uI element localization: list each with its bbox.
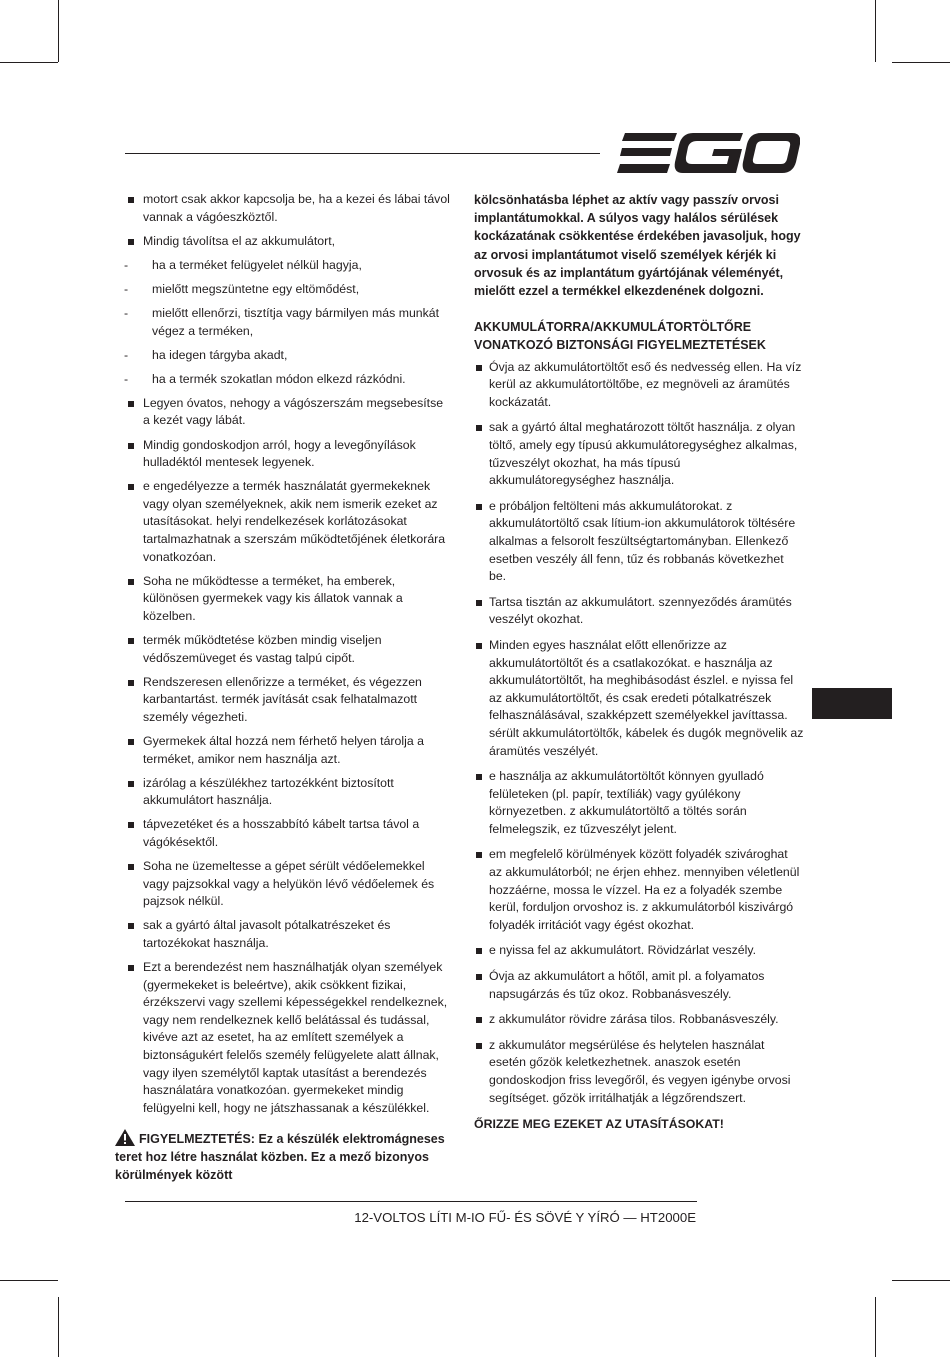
list-item — [474, 1037, 804, 1107]
bullet-square — [128, 197, 134, 203]
item-text: izárólag a készülékhez tartozékként biztosított akkumulátort használja. — [143, 775, 394, 808]
list-item — [115, 233, 450, 251]
warning-continuation: kölcsönhatásba léphet az aktív vagy passzív orvosi implantátumokkal. A súlyos vagy halálos sérülések kockázatának csökkentése érdekében javasoljuk, hogy az orvosi implantátumot viselő személyek kérjék ki orvosuk és az implantátum gyártójának véleményét, mielőtt ezzel a termékkel elkezdenének dolgozni. — [474, 193, 801, 299]
crop-mark — [892, 62, 950, 63]
final-heading: ŐRIZZE MEG EZEKET AZ UTASÍTÁSOKAT! — [474, 1117, 724, 1132]
list-subitem — [115, 257, 450, 275]
item-text: Soha ne üzemeltesse a gépet sérült védőelemekkel vagy pajzsokkal vagy a helyükön lévő védőelemek és pajzsok nélkül. — [143, 859, 435, 909]
item-text: em megfelelő körülmények között folyadék szivároghat az akkumulátorból; ne érjen ehhez. mennyiben véletlenül hozzáérne, mossa le vízzel. Ha ez a folyadék szembe kerül, forduljon orvoshoz is. z akkumulátorból kiszivárgó folyadék irritációt vagy égést okozhat. — [489, 847, 800, 932]
bullet-square — [476, 852, 482, 858]
item-text: mielőtt ellenőrzi, tisztítja vagy bármilyen más munkát végez a terméken, — [152, 305, 440, 338]
item-text: Legyen óvatos, nehogy a vágószerszám megsebesítse a kezét vagy lábát. — [143, 395, 444, 428]
list-item — [115, 478, 450, 566]
list-item — [474, 419, 804, 489]
list-item — [474, 594, 804, 629]
dash-marker: - — [124, 257, 129, 272]
item-text: e próbáljon feltölteni más akkumulátorokat. z akkumulátortöltő csak lítium-ion akkumulátorok töltésére alkalmas a felsorolt feszültségtartományban. Ellenkező esetben veszély áll fenn, tűz és robbanás következhet be. — [489, 498, 796, 584]
left-column — [115, 191, 450, 1184]
footer-text: 12-VOLTOS LÍTI M-IO FŰ- ÉS SÖVÉ Y YÍRÓ — HT2000E — [354, 1210, 696, 1225]
bullet-square — [476, 974, 482, 980]
header-rule — [125, 153, 600, 154]
crop-mark — [892, 1280, 950, 1281]
item-text: tápvezetéket és a hosszabbító kábelt tartsa távol a vágókésektől. — [143, 817, 420, 849]
crop-mark — [0, 62, 58, 63]
item-text: sak a gyártó által javasolt pótalkatrészeket és tartozékokat használja. — [143, 918, 391, 950]
item-text: Soha ne működtesse a terméket, ha emberek, különösen gyermekek vagy kis állatok vannak a közelben. — [143, 573, 403, 623]
warning-triangle-icon — [115, 1129, 135, 1146]
crop-mark — [58, 1297, 59, 1357]
list-item — [115, 959, 450, 1117]
warning-text: Ez a készülék elektromágneses teret hoz létre használat közben. Ez a mező bizonyos körülmények között — [115, 1132, 445, 1183]
list-item — [474, 498, 804, 586]
warning-block — [115, 1129, 450, 1184]
dash-marker: - — [124, 371, 129, 386]
item-text: sak a gyártó által meghatározott töltőt használja. z olyan töltő, amely egy típusú akkumulátoregységhez alkalmas, tűzveszélyt okozhat, ha más típusú akkumulátoregységhez használja. — [489, 420, 798, 488]
item-text: Mindig távolítsa el az akkumulátort, — [143, 233, 336, 248]
bullet-square — [128, 239, 134, 245]
bullet-square — [128, 739, 134, 745]
bullet-square — [128, 484, 134, 490]
dash-marker: - — [124, 281, 129, 296]
item-text: motort csak akkor kapcsolja be, ha a kezei és lábai távol vannak a vágóeszköztől. — [143, 192, 450, 224]
crop-mark — [0, 1280, 58, 1281]
dash-marker: - — [124, 305, 129, 320]
list-subitem — [115, 371, 450, 389]
bullet-square — [128, 781, 134, 787]
bullet-square — [128, 923, 134, 929]
item-text: Óvja az akkumulátort a hőtől, amit pl. a folyamatos napsugárzás és tűz okoz. Robbanásveszély. — [489, 969, 765, 1001]
list-subitem — [115, 305, 450, 340]
item-text: Rendszeresen ellenőrizze a terméket, és végezzen karbantartást. termék javítását csak felhatalmazott személy végezheti. — [143, 674, 422, 724]
bullet-square — [128, 965, 134, 971]
item-text: ha a terméket felügyelet nélkül hagyja, — [152, 257, 362, 272]
list-item — [115, 674, 450, 727]
bullet-square — [128, 443, 134, 449]
item-text: Gyermekek által hozzá nem férhető helyen tárolja a terméket, amikor nem használja azt. — [143, 733, 424, 766]
list-item — [474, 637, 804, 760]
bullet-square — [476, 643, 482, 649]
bullet-square — [476, 1043, 482, 1049]
bullet-square — [128, 401, 134, 407]
list-item — [115, 733, 450, 768]
item-text: mielőtt megszüntetne egy eltömődést, — [152, 281, 360, 296]
item-text: Mindig gondoskodjon arról, hogy a levegőnyílások hulladéktól mentesek legyenek. — [143, 437, 416, 470]
dash-marker: - — [124, 347, 129, 362]
list-item — [474, 942, 804, 960]
list-item — [474, 968, 804, 1003]
item-text: Ezt a berendezést nem használhatják olyan személyek (gyermekeket is beleértve), akik csökkent fizikai, érzékszervi vagy szellemi képességekkel rendelkeznek, vagy nem rendelkeznek kellő belátással és tudással, kivéve azt az esetet, ha az említett személyek a biztonságukért felelős személy felügyelete alatt állnak, vagy ilyen személytől kaptak utasítást a berendezés használatára vonatkozóan. gyermekeket mindig felügyelni kell, hogy ne játszhassanak a készülékkel. — [143, 959, 448, 1115]
warning-label: FIGYELMEZTETÉS: — [139, 1132, 255, 1147]
bullet-square — [128, 638, 134, 644]
list-item — [115, 191, 450, 226]
bullet-square — [476, 1017, 482, 1023]
list-item — [115, 437, 450, 472]
crop-mark — [875, 0, 876, 62]
ego-logo — [617, 133, 800, 173]
right-column — [474, 191, 804, 1133]
item-text: e nyissa fel az akkumulátort. Rövidzárlat veszély. — [489, 943, 756, 958]
language-tab — [812, 688, 892, 719]
item-text: ha idegen tárgyba akadt, — [152, 347, 288, 362]
list-subitem — [115, 347, 450, 365]
list-item — [115, 775, 450, 810]
list-item — [474, 846, 804, 934]
list-item — [474, 1011, 804, 1029]
list-item — [115, 816, 450, 851]
list-item — [474, 359, 804, 412]
crop-mark — [875, 1297, 876, 1357]
list-item — [474, 768, 804, 838]
item-text: e engedélyezze a termék használatát gyermekeknek vagy olyan személyeknek, akik nem ismerik ezeket az utasításokat. helyi rendelkezések korlátozásokat tartalmazhatnak a szerszám működtetőjének életkorára vonatkozóan. — [143, 479, 446, 564]
crop-mark — [58, 0, 59, 62]
bullet-square — [128, 579, 134, 585]
bullet-square — [476, 774, 482, 780]
item-text: termék működtetése közben mindig viseljen védőszemüveget és vastag talpú cipőt. — [143, 632, 382, 665]
section-heading: AKKUMULÁTORRA/AKKUMULÁTORTÖLTŐRE VONATKOZÓ BIZTONSÁGI FIGYELMEZTETÉSEK — [474, 320, 766, 353]
bullet-square — [128, 864, 134, 870]
footer-rule — [125, 1201, 697, 1202]
list-item — [115, 573, 450, 626]
list-item — [115, 395, 450, 430]
list-item — [115, 917, 450, 952]
item-text: z akkumulátor megsérülése és helytelen használat esetén gőzök keletkezhetnek. anaszok esetén gondoskodjon friss levegőről, és vegyen igénybe orvosi segítséget. gőzök irritálhatják a légzőrendszert. — [489, 1037, 791, 1105]
bullet-square — [128, 680, 134, 686]
list-item — [115, 632, 450, 667]
item-text: Minden egyes használat előtt ellenőrizze az akkumulátortöltőt és a csatlakozókat. e használja az akkumulátortöltőt, ha meghibásodást észlel. e nyissa fel az akkumulátortöltőt, és csak eredeti pótalkatrészek felhasználásával, szakképzett személyekkel javíttassa. sérült akkumulátortöltők, kábelek és dugók megnövelik az áramütés veszélyét. — [489, 637, 804, 758]
list-item — [115, 858, 450, 911]
bullet-square — [128, 822, 134, 828]
item-text: Tartsa tisztán az akkumulátort. szennyeződés áramütés veszélyt okozhat. — [489, 594, 792, 627]
bullet-square — [476, 504, 482, 510]
item-text: e használja az akkumulátortöltőt könnyen gyulladó felületeken (pl. papír, textíliák) vagy gyúlékony környezetben. z akkumulátortöltő a töltés során felmelegszik, ez tűzveszélyt jelent. — [489, 769, 764, 836]
bullet-square — [476, 948, 482, 954]
list-subitem — [115, 281, 450, 299]
item-text: Óvja az akkumulátortöltőt eső és nedvesség ellen. Ha víz kerül az akkumulátortöltőbe, ez megnöveli az áramütés kockázatát. — [489, 359, 802, 409]
bullet-square — [476, 365, 482, 371]
item-text: z akkumulátor rövidre zárása tilos. Robbanásveszély. — [489, 1012, 779, 1027]
item-text: ha a termék szokatlan módon elkezd rázkódni. — [152, 371, 406, 386]
bullet-square — [476, 600, 482, 606]
bullet-square — [476, 425, 482, 431]
